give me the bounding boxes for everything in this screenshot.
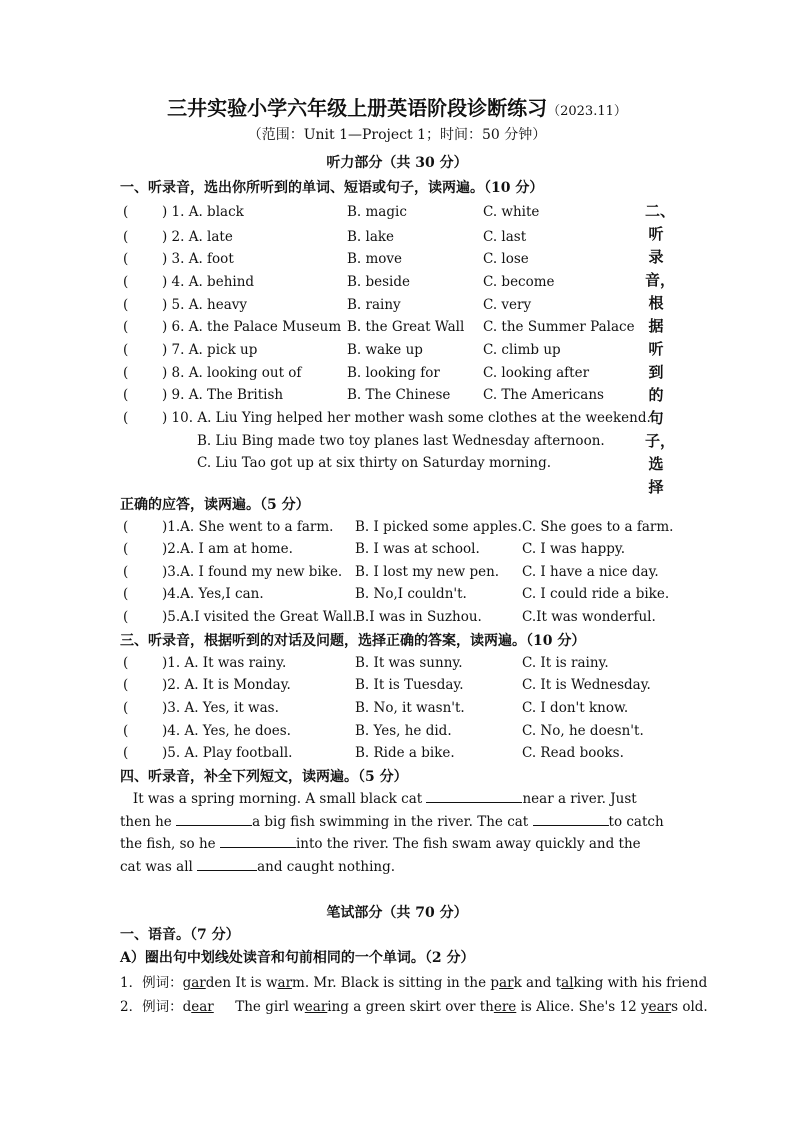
option-c: C. It is Wednesday. — [522, 677, 651, 693]
option-a: )3. A. Yes, it was. — [162, 700, 279, 716]
page-title — [0, 92, 794, 121]
sentence-text: k and t — [513, 975, 562, 991]
answer-bracket[interactable]: ( — [123, 700, 129, 716]
option-b: B. Liu Bing made two toy planes last Wednesday afternoon. — [197, 433, 605, 449]
answer-bracket[interactable]: ( — [123, 297, 129, 313]
underlined-sound[interactable]: al — [561, 975, 574, 991]
answer-bracket[interactable]: ( — [123, 387, 129, 403]
blank-2[interactable] — [176, 811, 252, 826]
answer-bracket[interactable]: ( — [123, 410, 129, 426]
answer-bracket[interactable]: ( — [123, 609, 129, 625]
example-2 — [120, 995, 708, 1015]
option-a: )2.A. I am at home. — [162, 541, 293, 557]
answer-bracket[interactable]: ( — [123, 677, 129, 693]
option-a: )2. A. It is Monday. — [162, 677, 291, 693]
answer-bracket[interactable]: ( — [123, 541, 129, 557]
option-c: C. last — [483, 229, 527, 245]
answer-bracket[interactable]: ( — [123, 564, 129, 580]
option-a: )5.A.I visited the Great Wall. — [162, 609, 357, 625]
option-c: C. Liu Tao got up at six thirty on Saturday morning. — [197, 455, 551, 471]
answer-bracket[interactable]: ( — [123, 723, 129, 739]
section-1-heading: 一、听录音，选出你所听到的单词、短语或句子，读两遍。（10 分） — [120, 180, 544, 196]
option-a: ) 1. A. black — [162, 204, 244, 220]
answer-bracket[interactable]: ( — [123, 274, 129, 290]
blank-3[interactable] — [533, 811, 609, 826]
option-c: C. become — [483, 274, 555, 290]
option-b: B. Ride a bike. — [355, 745, 455, 761]
option-c: C. She goes to a farm. — [522, 519, 674, 535]
sentence-text: The girl w — [235, 999, 305, 1015]
option-a: ) 4. A. behind — [162, 274, 255, 290]
option-a: ) 5. A. heavy — [162, 297, 248, 313]
answer-bracket[interactable]: ( — [123, 251, 129, 267]
example-word: den — [205, 975, 232, 991]
option-b: B. looking for — [347, 365, 440, 381]
option-a: )5. A. Play football. — [162, 745, 293, 761]
example-word: d — [182, 999, 192, 1015]
option-b: B. The Chinese — [347, 387, 451, 403]
option-a: )1. A. It was rainy. — [162, 655, 287, 671]
blank-4[interactable] — [220, 833, 296, 848]
answer-bracket[interactable]: ( — [123, 365, 129, 381]
underlined-sound[interactable]: ear — [304, 999, 328, 1015]
option-c: C. the Summer Palace — [483, 319, 635, 335]
option-c: C. No, he doesn't. — [522, 723, 644, 739]
underlined-sound[interactable]: ere — [493, 999, 517, 1015]
option-b: B. magic — [347, 204, 407, 220]
option-a: ) 8. A. looking out of — [162, 365, 302, 381]
underlined-sound[interactable]: ar — [277, 975, 293, 991]
option-a: )1.A. She went to a farm. — [162, 519, 334, 535]
option-c: C. climb up — [483, 342, 561, 358]
answer-bracket[interactable]: ( — [123, 586, 129, 602]
option-c: C.It was wonderful. — [522, 609, 656, 625]
answer-bracket[interactable]: ( — [123, 342, 129, 358]
example-word: gar — [182, 975, 206, 991]
option-b: B. move — [347, 251, 403, 267]
option-b: B. the Great Wall — [347, 319, 465, 335]
answer-bracket[interactable]: ( — [123, 745, 129, 761]
sentence-text: ing a green skirt over th — [327, 999, 494, 1015]
sentence-text: s old. — [671, 999, 708, 1015]
exam-range: （范围：Unit 1—Project 1；时间：50 分钟） — [247, 127, 547, 143]
section-2-heading-cont: 正确的应答，读两遍。（5 分） — [120, 497, 310, 513]
option-b: B. It was sunny. — [355, 655, 463, 671]
option-c: C. I don't know. — [522, 700, 629, 716]
option-b: B. No,I couldn't. — [355, 586, 467, 602]
underlined-sound[interactable]: ear — [648, 999, 672, 1015]
option-a: ) 2. A. late — [162, 229, 233, 245]
example-label: 2．例词： — [120, 999, 183, 1015]
date-text: （2023.11） — [547, 104, 627, 119]
option-a: )4.A. Yes,I can. — [162, 586, 264, 602]
title-text: 三井实验小学六年级上册英语阶段诊断练习 — [167, 96, 548, 120]
sentence-text: It is w — [231, 975, 278, 991]
option-c: C. very — [483, 297, 532, 313]
blank-1[interactable] — [426, 788, 522, 803]
option-c: C. I was happy. — [522, 541, 626, 557]
option-b: B. It is Tuesday. — [355, 677, 464, 693]
option-b: B. I picked some apples. — [355, 519, 522, 535]
sentence-text: is Alice. She's 12 y — [516, 999, 649, 1015]
sentence-text: m. Mr. Black is sitting in the p — [292, 975, 500, 991]
underlined-sound[interactable]: ar — [499, 975, 514, 991]
option-b: B. beside — [347, 274, 411, 290]
section-3-heading: 三、听录音，根据听到的对话及问题，选择正确的答案，读两遍。（10 分） — [120, 633, 586, 649]
writing-subsection-a: A）圈出句中划线处读音和句前相同的一个单词。（2 分） — [120, 950, 475, 966]
answer-bracket[interactable]: ( — [123, 519, 129, 535]
answer-bracket[interactable]: ( — [123, 655, 129, 671]
passage-text: near a river. Just then he — [120, 791, 637, 830]
example-label: 1．例词： — [120, 975, 183, 991]
writing-header: 笔试部分（共 70 分） — [326, 905, 468, 921]
option-c: C. Read books. — [522, 745, 624, 761]
option-a: ) 6. A. the Palace Museum — [162, 319, 342, 335]
example-1 — [120, 971, 707, 991]
section-2-heading-vertical: 二、听录音，根据听到的句子，选择 — [645, 202, 676, 496]
option-a: ) 10. A. Liu Ying helped her mother wash some clothes at the weekend. — [162, 410, 651, 426]
option-c: C. white — [483, 204, 540, 220]
option-c: C. I have a nice day. — [522, 564, 659, 580]
option-a: ) 3. A. foot — [162, 251, 234, 267]
option-c: C. looking after — [483, 365, 590, 381]
sentence-text: king with his friend — [573, 975, 708, 991]
writing-section-1-heading: 一、语音。（7 分） — [120, 927, 240, 943]
option-b: B. wake up — [347, 342, 423, 358]
option-c: C. lose — [483, 251, 529, 267]
section-4-heading: 四、听录音，补全下列短文，读两遍。（5 分） — [120, 769, 408, 785]
passage-text: It was a spring morning. A small black cat — [132, 791, 427, 807]
option-b: B. I was at school. — [355, 541, 480, 557]
option-b: B. rainy — [347, 297, 401, 313]
option-c: C. The Americans — [483, 387, 604, 403]
option-a: )3.A. I found my new bike. — [162, 564, 343, 580]
option-b: B. Yes, he did. — [355, 723, 452, 739]
option-a: )4. A. Yes, he does. — [162, 723, 291, 739]
listening-header: 听力部分（共 30 分） — [326, 155, 468, 171]
passage-text: to catch the fish, so he — [120, 813, 664, 852]
option-b: B. No, it wasn't. — [355, 700, 465, 716]
cloze-passage — [120, 788, 665, 878]
passage-text: a big fish swimming in the river. The cat — [252, 813, 533, 830]
option-b: B.I was in Suzhou. — [355, 609, 482, 625]
option-c: C. It is rainy. — [522, 655, 609, 671]
answer-bracket[interactable]: ( — [123, 229, 129, 245]
option-a: ) 7. A. pick up — [162, 342, 258, 358]
answer-bracket[interactable]: ( — [123, 319, 129, 335]
passage-text: into the river. The fish swam away quickly and the cat was all — [120, 836, 641, 875]
answer-bracket[interactable]: ( — [123, 204, 129, 220]
option-a: ) 9. A. The British — [162, 387, 284, 403]
option-b: B. I lost my new pen. — [355, 564, 500, 580]
passage-text: and caught nothing. — [257, 858, 396, 875]
example-word: ear — [191, 999, 214, 1015]
option-b: B. lake — [347, 229, 395, 245]
blank-5[interactable] — [197, 856, 257, 871]
option-c: C. I could ride a bike. — [522, 586, 670, 602]
